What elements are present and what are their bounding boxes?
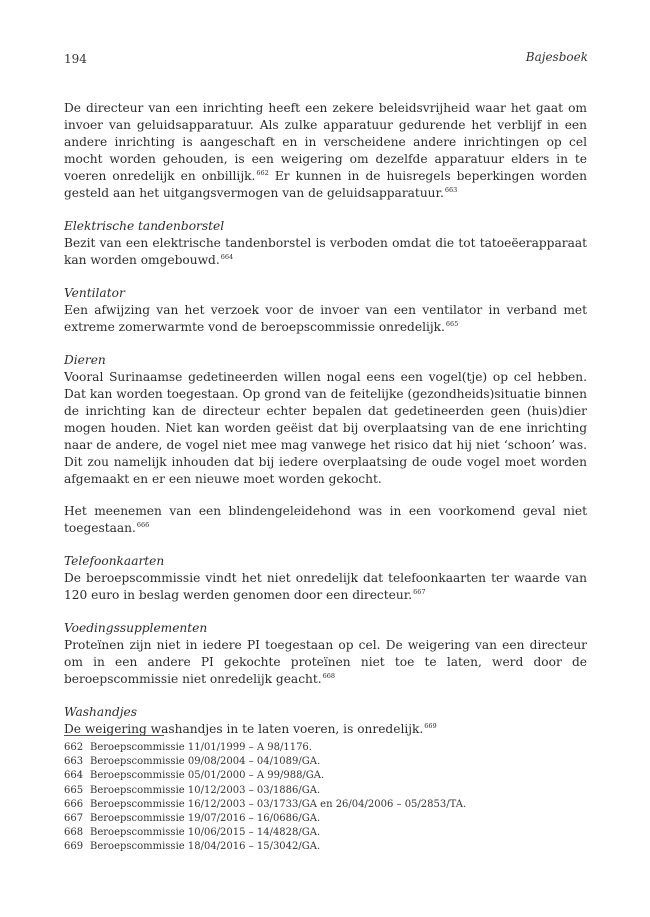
footnote-text: Beroepscommissie 19/07/2016 – 16/0686/GA. bbox=[90, 813, 321, 825]
footnote-text: Beroepscommissie 05/01/2000 – A 99/988/GA. bbox=[90, 770, 325, 782]
section-heading-telefoonkaarten: Telefoonkaarten bbox=[64, 554, 165, 568]
footnote-text: Beroepscommissie 16/12/2003 – 03/1733/GA en 26/04/2006 – 05/2853/TA. bbox=[90, 798, 467, 810]
main-text bbox=[64, 100, 587, 738]
section-paragraph bbox=[64, 570, 587, 604]
footnote-number: 665 bbox=[64, 784, 84, 796]
intro-text: De directeur van een inrichting heeft een zekere beleidsvrijheid waar het gaat om invoer van geluidsapparatuur. Als zulke apparatuur gedurende het verblijf in een andere inrichting is aangeschaft en in verscheidene andere inrichtingen op cel mocht worden gehouden, is een weigering om dezelfde apparatuur elders in te voeren onredelijk en onbillijk. bbox=[64, 101, 587, 183]
section-text: De beroepscommissie vindt het niet onredelijk dat telefoonkaarten ter waarde van 120 euro in beslag werden genomen door een directeur. bbox=[64, 571, 587, 602]
section-text: Bezit van een elektrische tandenborstel is verboden omdat die tot tatoeëerapparaat kan worden omgebouwd. bbox=[64, 236, 587, 267]
footnote-number: 669 bbox=[64, 841, 84, 853]
footnote-number: 664 bbox=[64, 770, 84, 782]
intro-text-2: Er kunnen in de huisregels beperkingen worden gesteld aan het uitgangsvermogen van de geluidsapparatuur. bbox=[64, 169, 587, 200]
footnote-ref: 668 bbox=[322, 671, 336, 680]
section-heading-dieren: Dieren bbox=[64, 353, 106, 367]
footnote-item bbox=[64, 826, 587, 840]
footnotes bbox=[64, 741, 587, 855]
section-paragraph bbox=[64, 637, 587, 688]
section-heading-ventilator: Ventilator bbox=[64, 286, 125, 300]
footnote-text: Beroepscommissie 18/04/2016 – 15/3042/GA. bbox=[90, 841, 321, 853]
footnote-number: 668 bbox=[64, 827, 84, 839]
section-text: Een afwijzing van het verzoek voor de invoer van een ventilator in verband met extreme zomerwarmte vond de beroepscommissie onredelijk. bbox=[64, 303, 587, 334]
footnote-item bbox=[64, 798, 587, 812]
footnote-ref: 666 bbox=[136, 520, 150, 529]
footnote-item bbox=[64, 741, 587, 755]
footnote-ref: 662 bbox=[256, 168, 269, 177]
footnote-ref: 665 bbox=[445, 319, 459, 328]
section-text: Het meenemen van een blindengeleidehond was in een voorkomend geval niet toegestaan. bbox=[64, 504, 587, 535]
footnote-number: 666 bbox=[64, 798, 84, 810]
section-paragraph: Vooral Surinaamse gedetineerden willen nogal eens een vogel(tje) op cel hebben. Dat kan worden toegestaan. Op grond van de feitelijke (gezondheids)situatie binnen de inrichting kan de directeur echter bepalen dat gedetineerden geen (huis)dier mogen houden. Niet kan worden geëist dat bij overplaatsing van de ene inrichting naar de andere, de vogel niet mee mag vanwege het risico dat hij niet ‘schoon’ was. Dit zou namelijk inhouden dat bij iedere overplaatsing de oude vogel moet worden afgemaakt en er een nieuwe moet worden gekocht. bbox=[64, 370, 587, 486]
section-paragraph bbox=[64, 235, 587, 269]
footnote-ref: 667 bbox=[413, 587, 426, 596]
footnote-text: Beroepscommissie 10/12/2003 – 03/1886/GA. bbox=[90, 784, 321, 796]
footnote-item bbox=[64, 755, 587, 769]
section-heading-tandenborstel: Elektrische tandenborstel bbox=[64, 219, 225, 233]
footnote-item bbox=[64, 812, 587, 826]
section-paragraph bbox=[64, 503, 587, 537]
section-text: De weigering washandjes in te laten voeren, is onredelijk. bbox=[64, 722, 424, 736]
footnote-divider bbox=[64, 735, 164, 736]
footnote-number: 662 bbox=[64, 742, 84, 753]
section-text: Proteïnen zijn niet in iedere PI toegestaan op cel. De weigering van een directeur om in een andere PI gekochte proteïnen niet toe te laten, werd door de beroepscommissie niet onredelijk geacht. bbox=[64, 638, 587, 686]
section-heading-washandjes: Washandjes bbox=[64, 705, 137, 719]
footnote-text: Beroepscommissie 10/06/2015 – 14/4828/GA. bbox=[90, 827, 321, 839]
footnote-ref: 663 bbox=[444, 185, 458, 194]
footnote-text: Beroepscommissie 09/08/2004 – 04/1089/GA. bbox=[90, 756, 321, 768]
section-heading-voedingssupplementen: Voedingssupplementen bbox=[64, 621, 208, 635]
footnote-ref: 669 bbox=[424, 721, 437, 730]
section-paragraph bbox=[64, 302, 587, 336]
footnote-ref: 664 bbox=[220, 252, 234, 261]
footnote-number: 667 bbox=[64, 813, 84, 825]
footnote-item bbox=[64, 784, 587, 798]
page-number: 194 bbox=[64, 52, 87, 66]
footnote-text: Beroepscommissie 11/01/1999 – A 98/1176. bbox=[90, 742, 312, 753]
running-title: Bajesboek bbox=[525, 50, 588, 64]
footnote-item bbox=[64, 840, 587, 854]
intro-paragraph bbox=[64, 100, 587, 202]
footnote-item bbox=[64, 769, 587, 783]
footnote-number: 663 bbox=[64, 756, 84, 768]
